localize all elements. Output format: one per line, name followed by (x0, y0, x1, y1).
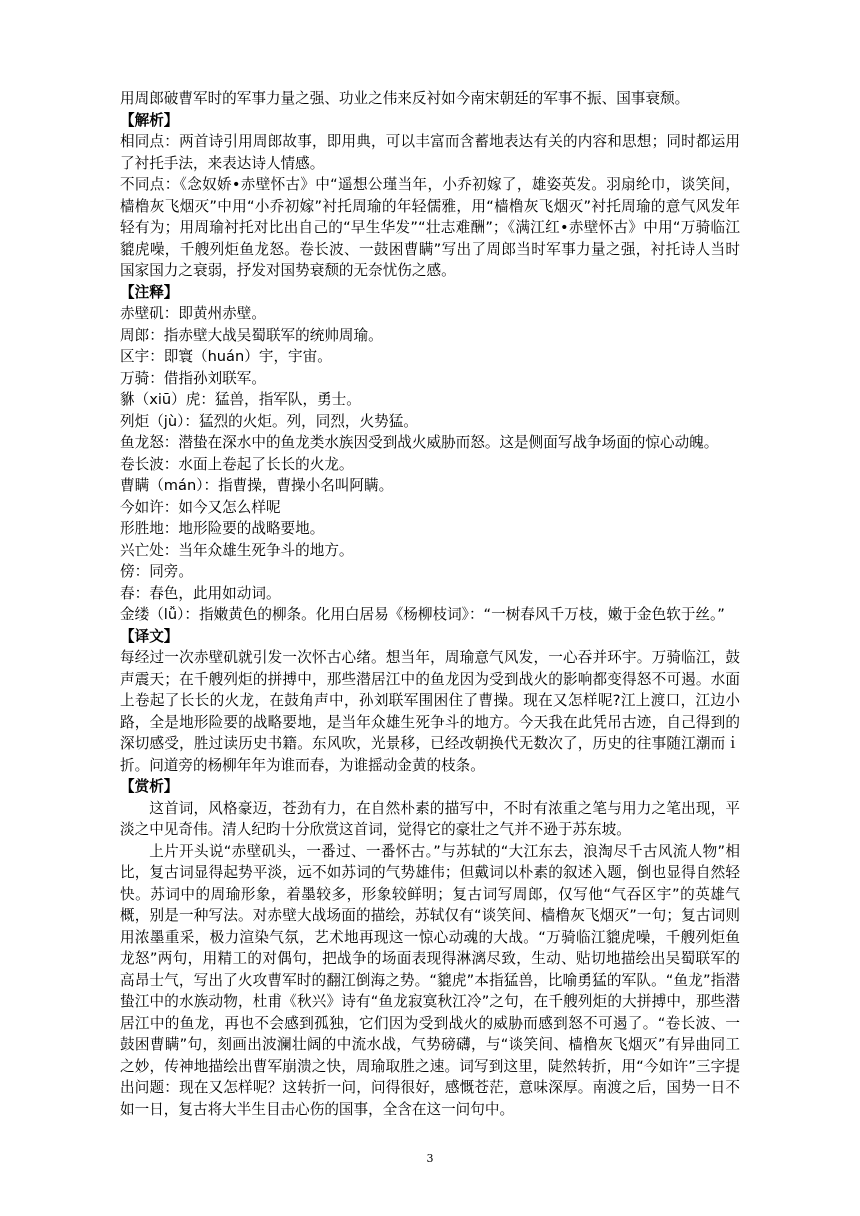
note-item: 貅（xiū）虎：猛兽，指军队，勇士。 (120, 391, 361, 408)
text-line: 不同点：《念奴娇•赤壁怀古》中“遥想公瑾当年，小乔初嫁了，雄姿英发。羽扇纶巾，谈笑间，樯橹灰飞烟灭”中用“小乔初嫁”衬托周瑜的年轻儒雅，用“樯橹灰飞烟灭”衬托周瑜的意气风发年轻有为；用周瑜衬托对比出自己的“早生华发”“壮志难酬”；《满江红•赤壁怀古》中用“万骑临江貔虎噪，千艘列炬鱼龙怒。卷长波、一鼓困曹瞒”写出了周郎当时军事力量之强，衬托诗人当时国家国力之衰弱，抒发对国势衰颓的无奈忧伤之感。 (120, 176, 740, 279)
text-line: 相同点：两首诗引用周郎故事，即用典，可以丰富而含蓄地表达有关的内容和思想；同时都运用了衬托手法，来表达诗人情感。 (120, 133, 740, 172)
note-item: 鱼龙怒：潜蛰在深水中的鱼龙类水族因受到战火威胁而怒。这是侧面写战争场面的惊心动魄。 (120, 434, 719, 451)
text-line: 用周郎破曹军时的军事力量之强、功业之伟来反衬如今南宋朝廷的军事不振、国事衰颓。 (120, 90, 690, 107)
note-item: 今如许：如今又怎么样呢 (120, 498, 281, 516)
note-item: 傍：同旁。 (120, 563, 193, 580)
note-item: 春：春色，此用如动词。 (120, 584, 281, 602)
note-item: 列炬（jù）：猛烈的火炬。列，同烈，火势猛。 (120, 412, 418, 430)
section-heading-analysis: 【解析】 (120, 111, 179, 129)
note-item: 区宇：即寰（huán）宇，宇宙。 (120, 348, 332, 365)
section-heading-notes: 【注释】 (120, 283, 179, 301)
section-heading-appreciation: 【赏析】 (120, 778, 179, 795)
translation-paragraph: 每经过一次赤壁矶就引发一次怀古心绪。想当年，周瑜意气风发，一心吞并环宇。万骑临江，鼓声震天；在千艘列炬的拼搏中，那些潜居江中的鱼龙因为受到战火的影响都变得怒不可遏。水面上卷起了长长的火龙，在鼓角声中，孙刘联军围困住了曹操。现在又怎样呢?江上渡口，江边小路，全是地形险要的战略要地，是当年众雄生死争斗的地方。今天我在此凭吊古迹，自己得到的深切感受，胜过读历史书籍。东风吹，光景移，已经改朝换代无数次了，历史的往事随江潮而ｉ折。问道旁的杨柳年年为谁而春，为谁摇动金黄的枝条。 (120, 649, 740, 774)
page-number: 3 (426, 1152, 434, 1165)
note-item: 曹瞒（mán）：指曹操，曹操小名叫阿瞒。 (120, 477, 394, 494)
appreciation-paragraph: 这首词，风格豪迈，苍劲有力，在自然朴素的描写中，不时有浓重之笔与用力之笔出现，平淡之中见奇伟。清人纪昀十分欣赏这首词，觉得它的豪壮之气并不逊于苏东坡。 (120, 799, 740, 838)
note-item: 金缕（lǚ）：指嫩黄色的柳条。化用白居易《杨柳枝词》：“一树春风千万枝，嫩于金色软于丝。” (120, 606, 725, 623)
note-item: 周郎：指赤壁大战吴蜀联军的统帅周瑜。 (120, 326, 383, 344)
note-item: 兴亡处：当年众雄生死争斗的地方。 (120, 541, 354, 559)
note-item: 赤壁矶：即黄州赤壁。 (120, 305, 266, 322)
note-item: 形胜地：地形险要的战略要地。 (120, 520, 325, 537)
note-item: 万骑：借指孙刘联军。 (120, 369, 266, 387)
appreciation-paragraph: 上片开头说“赤壁矶头，一番过、一番怀古。”与苏轼的“大江东去，浪淘尽千古风流人物”相比，复古词显得起势平淡，远不如苏词的气势雄伟；但戴词以朴素的叙述入题，倒也显得自然轻快。苏词中的周瑜形象，着墨较多，形象较鲜明；复古词写周郎，仅写他“气吞区宇”的英雄气概，别是一种写法。对赤壁大战场面的描绘，苏轼仅有“谈笑间、樯橹灰飞烟灭”一句；复古词则用浓墨重采，极力渲染气氛，艺术地再现这一惊心动魂的大战。“万骑临江貔虎噪，千艘列炬鱼龙怒”两句，用精工的对偶句，把战争的场面表现得淋漓尽致，生动、贴切地描绘出吴蜀联军的高昂士气，写出了火攻曹军时的翻江倒海之势。“貔虎”本指猛兽，比喻勇猛的军队。“鱼龙”指潜蛰江中的水族动物，杜甫《秋兴》诗有“鱼龙寂寞秋江冷”之句，在千艘列炬的大拼搏中，那些潜居江中的鱼龙，再也不会感到孤独，它们因为受到战火的威胁而感到怒不可遏了。“卷长波、一鼓困曹瞒”句，刻画出波澜壮阔的中流水战，气势磅礴，与“谈笑间、樯橹灰飞烟灭”有异曲同工之妙，传神地描绘出曹军崩溃之快，周瑜取胜之速。词写到这里，陡然转折，用“今如许”三字提出问题：现在又怎样呢？这转折一问，问得很好，感慨苍茫，意味深厚。南渡之后，国势一日不如一日，复古将大半生目击心伤的国事，全含在这一问句中。 (120, 842, 740, 1118)
section-heading-translation: 【译文】 (120, 627, 179, 645)
document-body (120, 88, 740, 1120)
note-item: 卷长波：水面上卷起了长长的火龙。 (120, 455, 354, 473)
